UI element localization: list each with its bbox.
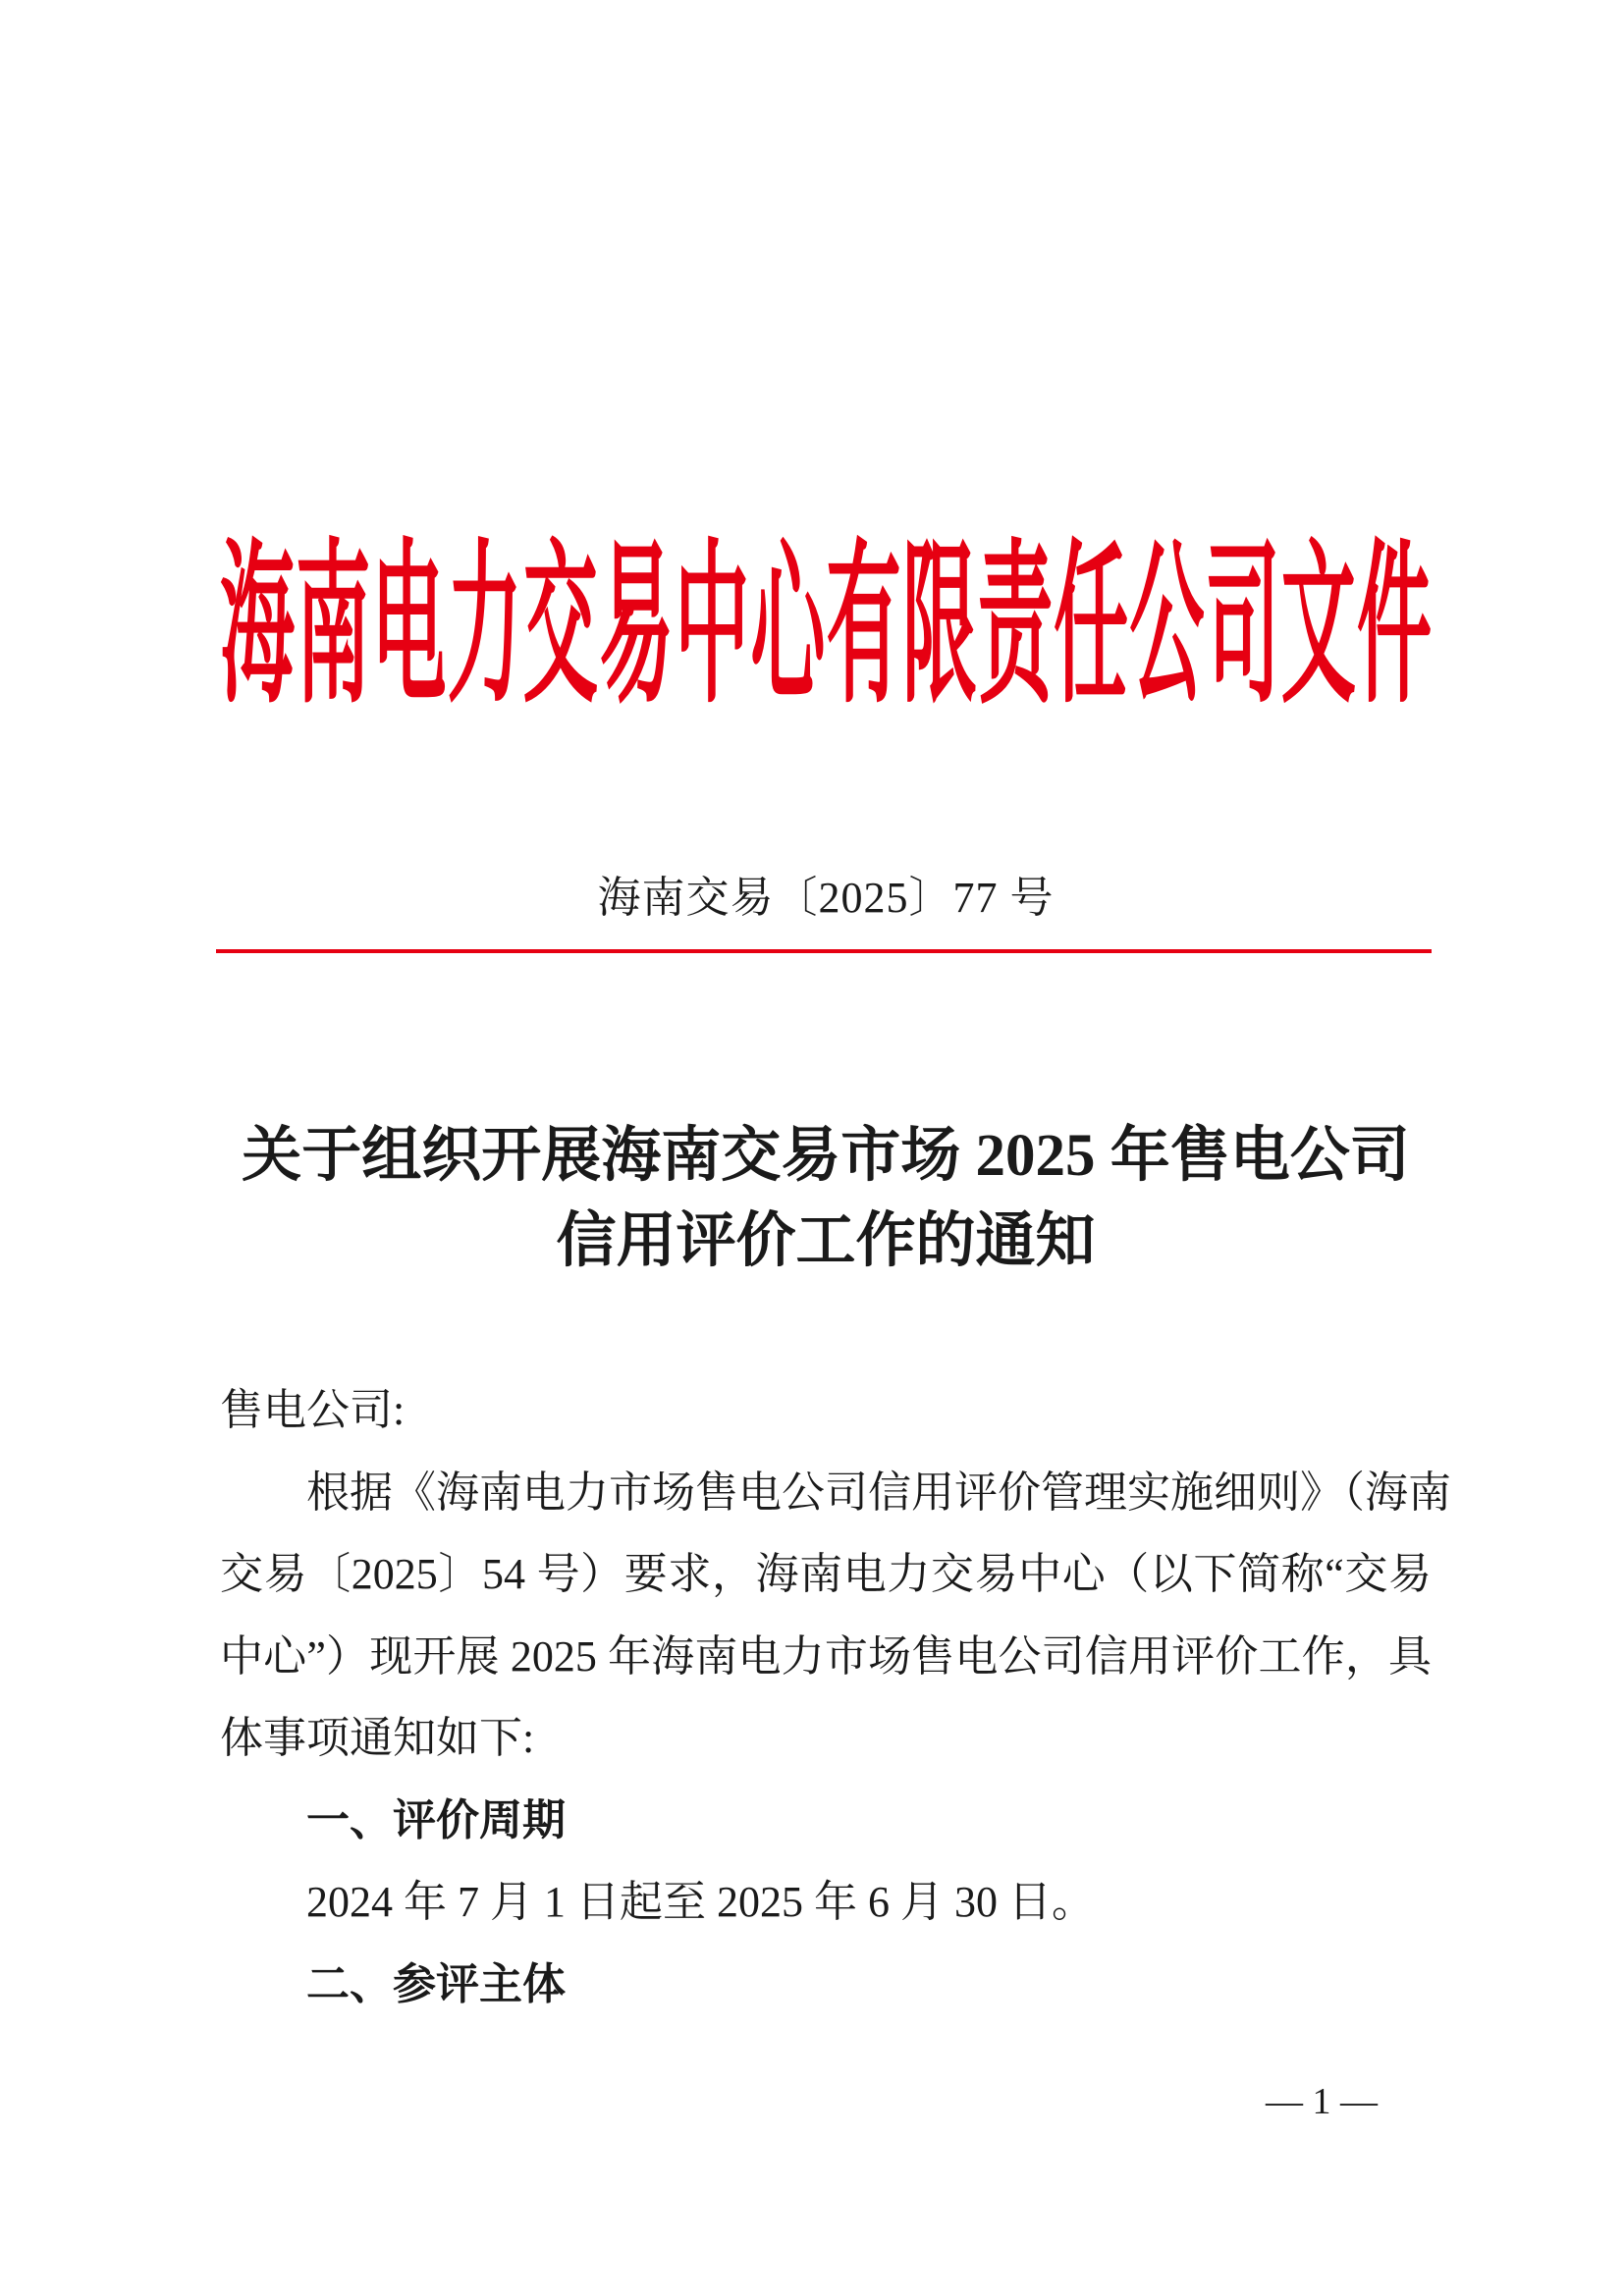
intro-line-3: 中心”）现开展 2025 年海南电力市场售电公司信用评价工作，具	[220, 1631, 1432, 1681]
intro-line-4: 体事项通知如下:	[220, 1714, 535, 1762]
document-number: 海南交易〔2025〕77 号	[597, 874, 1055, 922]
notice-body	[220, 1369, 1451, 2025]
page-number: — 1 —	[1266, 2081, 1378, 2122]
issuer-red-header: 海南电力交易中心有限责任公司文件	[220, 521, 1432, 727]
section-body-evaluation-period: 2024 年 7 月 1 日起至 2025 年 6 月 30 日。	[306, 1878, 1095, 1926]
notice-title-line-2: 信用评价工作的通知	[556, 1208, 1096, 1274]
section-heading-evaluation-period: 一、评价周期	[306, 1794, 566, 1845]
red-divider	[216, 949, 1432, 953]
section-heading-participants: 二、参评主体	[306, 1958, 566, 2009]
intro-line-2: 交易〔2025〕54 号）要求，海南电力交易中心（以下简称“交易	[220, 1550, 1432, 1598]
notice-title-line-1: 关于组织开展海南交易市场 2025 年售电公司	[242, 1123, 1410, 1189]
intro-line-1: 根据《海南电力市场售电公司信用评价管理实施细则》（海南	[306, 1468, 1451, 1517]
notice-title	[220, 1113, 1432, 1284]
salutation: 售电公司:	[220, 1386, 406, 1434]
